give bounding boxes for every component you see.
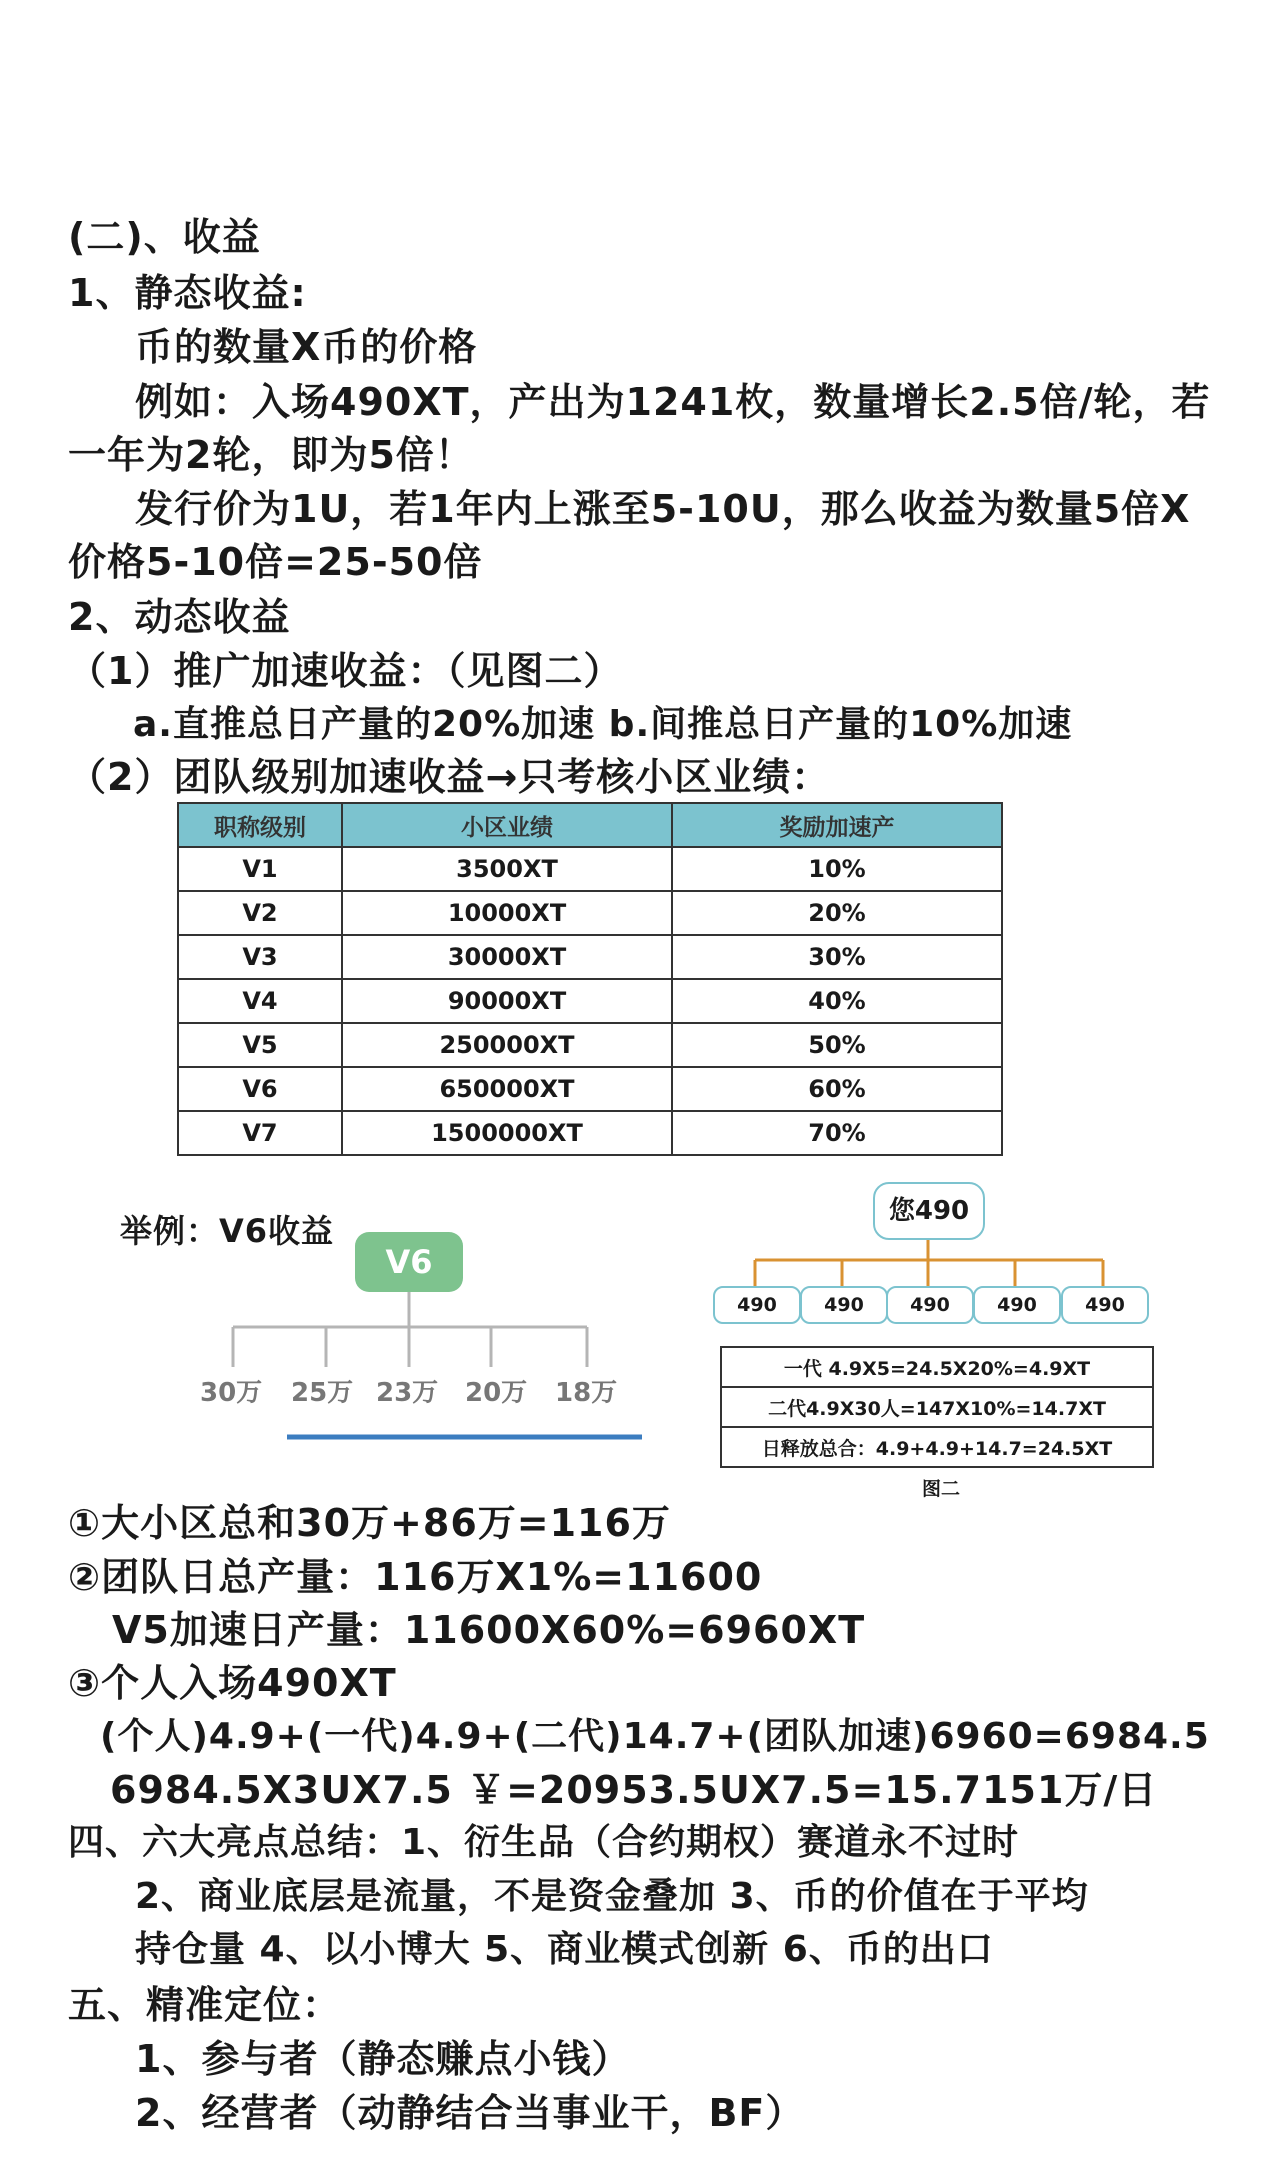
table-cell: 90000XT — [342, 979, 672, 1023]
branch-amount: 20万 — [465, 1378, 528, 1408]
child-node: 490 — [973, 1286, 1061, 1324]
branch-amount: 25万 — [291, 1378, 354, 1408]
static-formula: 币的数量X币的价格 — [135, 325, 478, 369]
price-line-2: 价格5-10倍=25-50倍 — [68, 540, 483, 584]
calc-cell: 一代 4.9X5=24.5X20%=4.9XT — [721, 1347, 1153, 1387]
calc-line-4: ③个人入场490XT — [68, 1661, 397, 1705]
table-cell: 30% — [672, 935, 1002, 979]
calc-table — [720, 1346, 1154, 1468]
positioning-item-2: 2、经营者（动静结合当事业干，BF） — [135, 2091, 805, 2135]
table-header: 奖励加速产 — [672, 803, 1002, 847]
table-cell: 10% — [672, 847, 1002, 891]
calc-line-5: (个人)4.9+(一代)4.9+(二代)14.7+(团队加速)6960=6984.5 — [100, 1716, 1210, 1757]
table-cell: V6 — [178, 1067, 342, 1111]
table-cell: 70% — [672, 1111, 1002, 1155]
table-cell: 3500XT — [342, 847, 672, 891]
calc-line-2: ②团队日总产量：116万X1%=11600 — [68, 1555, 763, 1599]
promotion-heading: （1）推广加速收益：（见图二） — [68, 649, 623, 693]
child-node: 490 — [1061, 1286, 1149, 1324]
branch-amount: 18万 — [555, 1378, 618, 1408]
calc-cell: 二代4.9X30人=147X10%=14.7XT — [721, 1387, 1153, 1427]
calc-line-3: V5加速日产量：11600X60%=6960XT — [112, 1608, 866, 1652]
positioning-heading: 五、精准定位： — [68, 1983, 342, 2027]
root-node-you: 您490 — [873, 1182, 985, 1240]
table-cell: 30000XT — [342, 935, 672, 979]
highlights-heading: 四、六大亮点总结：1、衍生品（合约期权）赛道永不过时 — [68, 1822, 1020, 1863]
table-cell: V1 — [178, 847, 342, 891]
child-node: 490 — [886, 1286, 974, 1324]
figure-caption: 图二 — [922, 1478, 961, 1500]
calc-row — [721, 1427, 1153, 1467]
calc-line-6: 6984.5X3UX7.5 ￥=20953.5UX7.5=15.7151万/日 — [110, 1768, 1158, 1812]
example-line-1: 例如：入场490XT，产出为1241枚，数量增长2.5倍/轮，若 — [135, 380, 1211, 424]
section-heading-income: (二)、收益 — [68, 215, 261, 259]
table-cell: 20% — [672, 891, 1002, 935]
table-cell: 1500000XT — [342, 1111, 672, 1155]
table-cell: V3 — [178, 935, 342, 979]
table-cell: 60% — [672, 1067, 1002, 1111]
example-line-2: 一年为2轮，即为5倍！ — [68, 433, 474, 477]
table-cell: 40% — [672, 979, 1002, 1023]
table-cell: V7 — [178, 1111, 342, 1155]
static-income-heading: 1、静态收益: — [68, 271, 307, 315]
table-header: 职称级别 — [178, 803, 342, 847]
calc-cell: 日释放总合：4.9+4.9+14.7=24.5XT — [721, 1427, 1153, 1467]
v6-node: V6 — [355, 1232, 463, 1292]
table-cell: V2 — [178, 891, 342, 935]
promotion-detail: a.直推总日产量的20%加速 b.间推总日产量的10%加速 — [133, 704, 1073, 745]
team-level-heading: （2）团队级别加速收益→只考核小区业绩： — [68, 755, 831, 799]
table-cell: 650000XT — [342, 1067, 672, 1111]
positioning-item-1: 1、参与者（静态赚点小钱） — [135, 2037, 631, 2081]
table-cell: 250000XT — [342, 1023, 672, 1067]
child-node: 490 — [713, 1286, 801, 1324]
calc-row — [721, 1387, 1153, 1427]
calc-line-1: ①大小区总和30万+86万=116万 — [68, 1501, 671, 1545]
branch-amount: 30万 — [200, 1378, 263, 1408]
table-cell: 50% — [672, 1023, 1002, 1067]
highlights-line-3: 持仓量 4、以小博大 5、商业模式创新 6、币的出口 — [135, 1929, 994, 1970]
price-line-1: 发行价为1U，若1年内上涨至5-10U，那么收益为数量5倍X — [135, 487, 1191, 531]
table-cell: V5 — [178, 1023, 342, 1067]
dynamic-income-heading: 2、动态收益 — [68, 595, 291, 639]
highlights-line-2: 2、商业底层是流量，不是资金叠加 3、币的价值在于平均 — [135, 1876, 1089, 1917]
example-title: 举例：V6收益 — [120, 1212, 335, 1250]
calc-row — [721, 1347, 1153, 1387]
table-cell: V4 — [178, 979, 342, 1023]
child-node: 490 — [800, 1286, 888, 1324]
table-header: 小区业绩 — [342, 803, 672, 847]
table-cell: 10000XT — [342, 891, 672, 935]
branch-amount: 23万 — [376, 1378, 439, 1408]
